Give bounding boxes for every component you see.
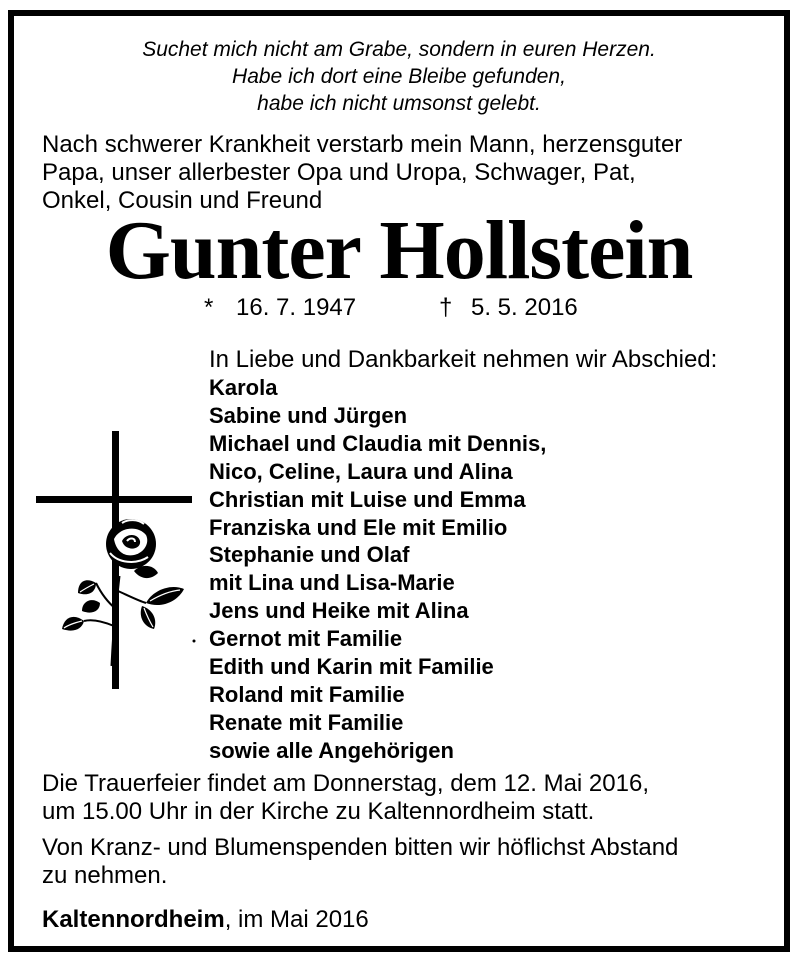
death-date-value: 5. 5. 2016 [471,294,578,321]
birth-date [204,293,356,323]
mourner-item: Michael und Claudia mit Dennis, [209,430,547,456]
mourner-item: Stephanie und Olaf [209,542,410,568]
mourner-item: Nico, Celine, Laura und Alina [209,458,513,484]
mourner-item: Franziska und Ele mit Emilio [209,514,508,540]
birth-star-icon: * [204,294,214,321]
donation-request [42,834,766,890]
closing-line [42,906,369,934]
donation-line: zu nehmen. [42,862,168,889]
mourner-item: mit Lina und Lisa-Marie [209,570,455,596]
closing-place: Kaltennordheim [42,906,225,933]
mourner-item: sowie alle Angehörigen [209,737,454,763]
funeral-service-info [42,770,766,826]
mourner-item: Sabine und Jürgen [209,402,408,428]
service-line: Die Trauerfeier findet am Donnerstag, dem 12. Mai 2016, [42,770,649,797]
death-dagger-icon: † [439,294,453,321]
poem-line: Suchet mich nicht am Grabe, sondern in euren Herzen. [142,38,656,61]
mourner-item: Christian mit Luise und Emma [209,486,526,512]
obituary-notice [8,10,790,952]
closing-date: , im Mai 2016 [224,906,369,933]
mourner-item: Jens und Heike mit Alina [209,598,469,624]
death-date [439,293,578,323]
farewell-line: In Liebe und Dankbarkeit nehmen wir Abschied: [209,346,718,373]
intro-text [42,131,766,215]
cross-with-rose-icon [34,431,199,691]
intro-line: Nach schwerer Krankheit verstarb mein Mann, herzensguter [42,131,683,158]
poem-line: Habe ich dort eine Bleibe gefunden, [232,65,566,88]
deceased-name: Gunter Hollstein [105,204,693,297]
mourner-item: Edith und Karin mit Familie [209,654,494,680]
mourner-item: Karola [209,375,278,400]
birth-date-value: 16. 7. 1947 [236,294,357,321]
donation-line: Von Kranz- und Blumenspenden bitten wir höflichst Abstand [42,834,679,861]
mourner-item: Roland mit Familie [209,681,405,707]
memorial-poem [14,36,784,117]
mourners-list [209,374,546,765]
intro-line: Onkel, Cousin und Freund [42,187,323,214]
service-line: um 15.00 Uhr in der Kirche zu Kaltennordheim statt. [42,798,595,825]
mourner-item: Gernot mit Familie [209,626,403,652]
intro-line: Papa, unser allerbester Opa und Uropa, Schwager, Pat, [42,159,636,186]
mourner-item: Renate mit Familie [209,709,404,735]
poem-line: habe ich nicht umsonst gelebt. [257,92,541,115]
